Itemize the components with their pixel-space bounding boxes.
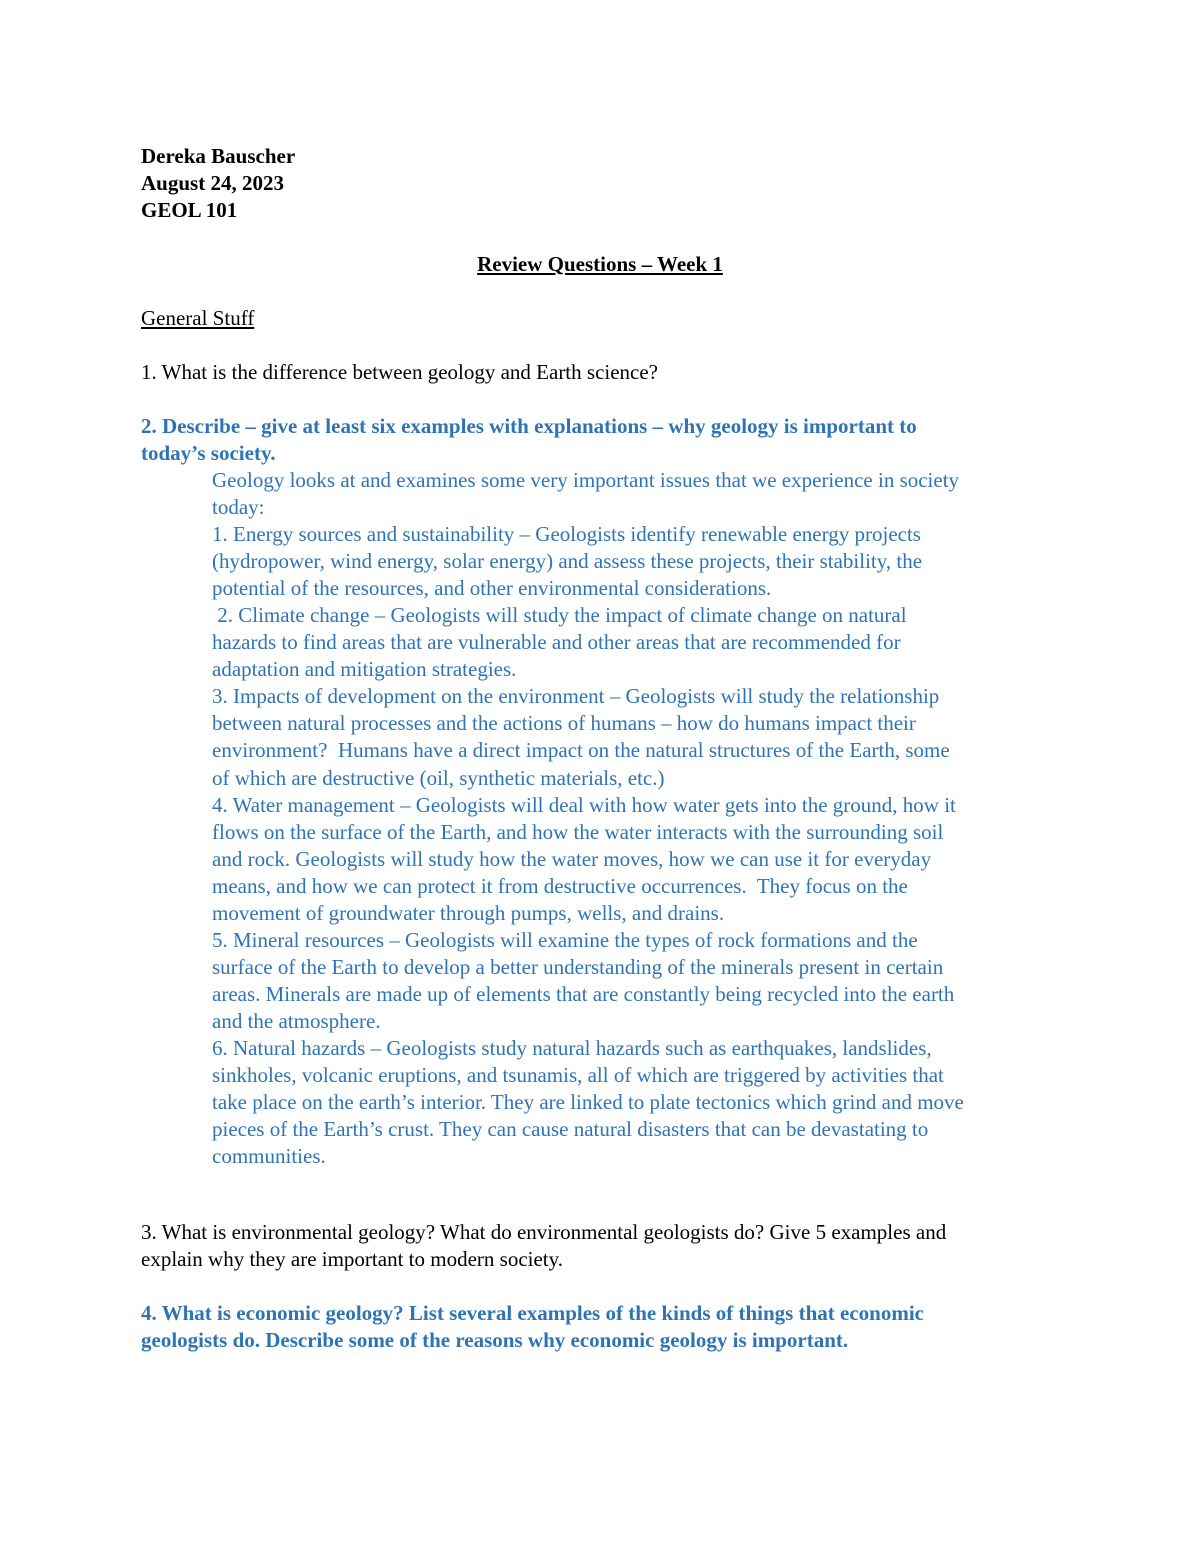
answer-line: areas. Minerals are made up of elements that are constantly being recycled into the earth [212,981,955,1006]
answer-line: 4. Water management – Geologists will deal with how water gets into the ground, how it [212,792,956,817]
answer-line: and the atmosphere. [212,1008,381,1033]
answer-line: hazards to find areas that are vulnerable and other areas that are recommended for [212,630,901,655]
answer-2 [212,467,1072,1170]
answer-line: means, and how we can protect it from destructive occurrences. They focus on the [212,873,908,898]
answer-line: take place on the earth’s interior. They are linked to plate tectonics which grind and move [212,1090,964,1115]
answer-line: flows on the surface of the Earth, and how the water interacts with the surrounding soil [212,819,944,844]
answer-line: potential of the resources, and other environmental considerations. [212,576,772,601]
question-3-line-1: 3. What is environmental geology? What do environmental geologists do? Give 5 examples and [141,1220,947,1244]
answer-line: pieces of the Earth’s crust. They can cause natural disasters that can be devastating to [212,1117,929,1142]
answer-line: today: [212,495,265,520]
answer-line: 3. Impacts of development on the environment – Geologists will study the relationship [212,684,940,709]
answer-line: adaptation and mitigation strategies. [212,657,517,682]
answer-line: surface of the Earth to develop a better understanding of the minerals present in certain [212,954,944,979]
document-title: Review Questions – Week 1 [477,252,723,276]
answer-line: communities. [212,1144,326,1169]
answer-line: movement of groundwater through pumps, wells, and drains. [212,900,725,925]
answer-line: and rock. Geologists will study how the water moves, how we can use it for everyday [212,846,932,871]
answer-line: 1. Energy sources and sustainability – Geologists identify renewable energy projects [212,522,921,547]
answer-line: 5. Mineral resources – Geologists will examine the types of rock formations and the [212,927,918,952]
answer-line: Geology looks at and examines some very important issues that we experience in society [212,468,960,492]
section-heading: General Stuff [141,306,255,330]
answer-line: of which are destructive (oil, synthetic materials, etc.) [212,765,665,790]
answer-line: 6. Natural hazards – Geologists study natural hazards such as earthquakes, landslides, [212,1035,932,1060]
question-2-line-2: today’s society. [141,441,276,465]
answer-line: sinkholes, volcanic eruptions, and tsunamis, all of which are triggered by activities that [212,1063,944,1088]
question-1: 1. What is the difference between geology and Earth science? [141,360,659,384]
question-2-line-1: 2. Describe – give at least six examples with explanations – why geology is important to [141,414,917,438]
answer-line: 2. Climate change – Geologists will study the impact of climate change on natural [212,603,907,628]
document-date: August 24, 2023 [141,171,284,195]
question-3-line-2: explain why they are important to modern society. [141,1247,564,1271]
author-name: Dereka Bauscher [141,144,296,168]
answer-line: between natural processes and the actions of humans – how do humans impact their [212,711,916,736]
answer-line: environment? Humans have a direct impact on the natural structures of the Earth, some [212,738,950,763]
course-code: GEOL 101 [141,198,238,222]
question-4-line-2: geologists do. Describe some of the reasons why economic geology is important. [141,1328,849,1352]
answer-line: (hydropower, wind energy, solar energy) and assess these projects, their stability, the [212,549,923,574]
question-4-line-1: 4. What is economic geology? List several examples of the kinds of things that economic [141,1301,924,1325]
